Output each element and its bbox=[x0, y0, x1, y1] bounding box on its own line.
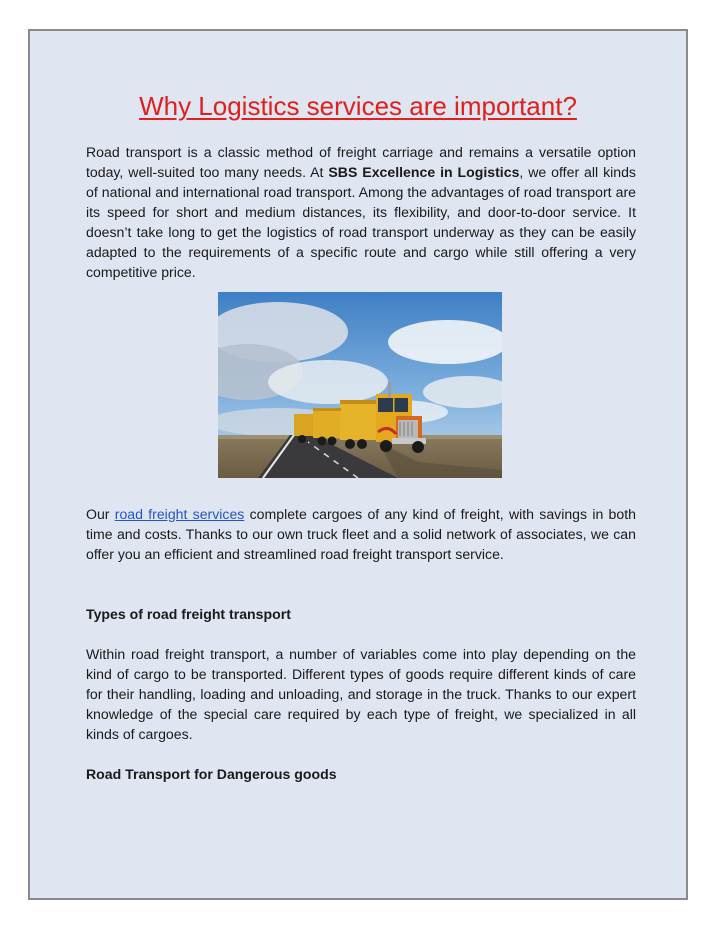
intro-text-after: , we offer all kinds of national and international road transport. Among the advantages of road transport are its speed for short and medium distances, its flexibility, and door-to-door service. It doesn’t take long to get the logistics of road transport underway as they can be easily adapted to the requirements of a specific route and cargo while still offering a very competitive price. bbox=[86, 164, 636, 280]
road-freight-services-link[interactable]: road freight services bbox=[114, 506, 245, 522]
freight-paragraph bbox=[86, 504, 636, 564]
document-page bbox=[28, 29, 688, 900]
road-train-truck-photo bbox=[218, 292, 502, 478]
freight-text-after: complete cargoes of any kind of freight, with savings in both time and costs. Thanks to our own truck fleet and a solid network of associates, we can offer you an efficient and streamlined road freight transport service. bbox=[86, 506, 636, 562]
freight-text-before: Our bbox=[86, 506, 115, 522]
types-heading: Types of road freight transport bbox=[86, 606, 291, 622]
dangerous-goods-heading: Road Transport for Dangerous goods bbox=[86, 766, 337, 782]
intro-paragraph bbox=[86, 142, 636, 282]
truck-photo bbox=[218, 292, 502, 478]
company-name: SBS Excellence in Logistics bbox=[328, 164, 520, 180]
types-paragraph: Within road freight transport, a number of variables come into play depending on the kind of cargo to be transported. Different types of goods require different kinds of care for their handling, loading and unloading, and storage in the truck. Thanks to our expert knowledge of the special care required by each type of freight, we specialized in all kinds of cargoes. bbox=[86, 646, 636, 742]
page-title: Why Logistics services are important? bbox=[139, 91, 577, 121]
intro-text-before: Road transport is a classic method of freight carriage and remains a versatile option today, well-suited too many needs. At bbox=[86, 144, 636, 180]
